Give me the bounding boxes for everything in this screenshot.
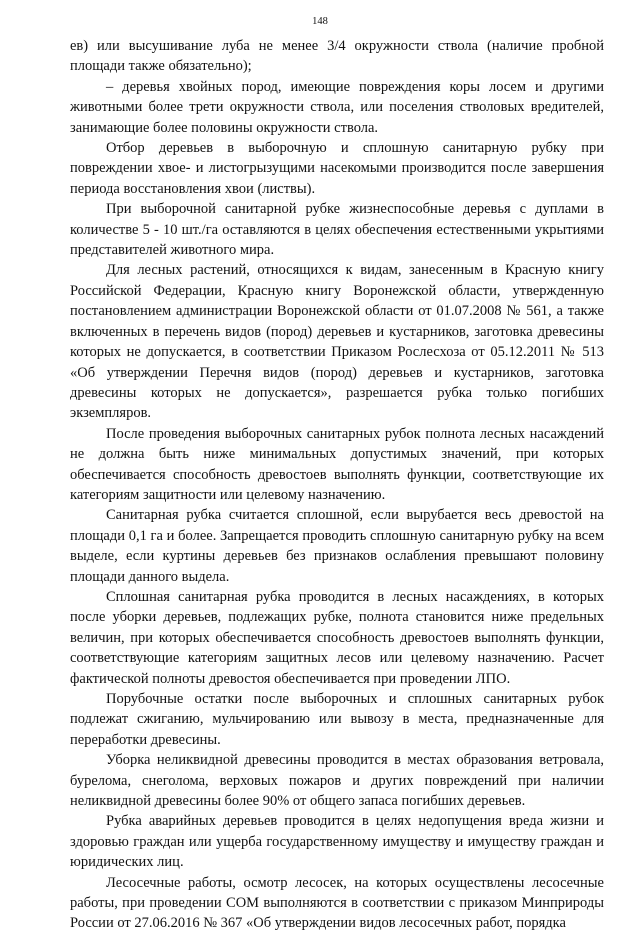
page-number: 148 — [312, 16, 328, 27]
paragraph: Лесосечные работы, осмотр лесосек, на которых осуществлены лесосечные работы, при проведении СОМ выполняются в соответствии с приказом Минприроды России от 27.06.2016 № 367 «Об утверждении видов лесосечных работ, порядка — [70, 874, 604, 932]
paragraph: Уборка неликвидной древесины проводится в местах образования ветровала, бурелома, снеголома, верховых пожаров и других повреждений при наличии неликвидной древесины более 90% от общего запаса погибших деревьев. — [70, 752, 604, 810]
paragraph: Порубочные остатки после выборочных и сплошных санитарных рубок подлежат сжиганию, мульчированию или вывозу в места, предназначенные для переработки древесины. — [70, 691, 604, 748]
paragraph: Отбор деревьев в выборочную и сплошную санитарную рубку при повреждении хвое- и листогрызущими насекомыми производится после завершения периода восстановления хвои (листвы). — [70, 140, 604, 197]
paragraph: После проведения выборочных санитарных рубок полнота лесных насаждений не должна быть ниже минимальных допустимых значений, при которых обеспечивается способность древостоев выполнять функции, соответствующие их категориям защитности или целевому назначению. — [70, 425, 604, 503]
paragraph: ев) или высушивание луба не менее 3/4 окружности ствола (наличие пробной площади также обязательно); — [70, 38, 604, 75]
paragraph: Рубка аварийных деревьев проводится в целях недопущения вреда жизни и здоровью граждан или ущерба государственному имуществу и имуществу граждан и юридических лиц. — [70, 813, 604, 871]
document-body — [70, 36, 604, 934]
paragraph: Для лесных растений, относящихся к видам, занесенным в Красную книгу Российской Федерации, Красную книгу Воронежской области, утвержденную постановлением администрации Воронежской области от 01.07.2008 № 561, а также включенных в перечень видов (пород) деревьев и кустарников, заготовка древесины которых не допускается, в соответствии Приказом Рослесхоза от 05.12.2011 № 513 «Об утверждении Перечня видов (пород) деревьев и кустарников, заготовка древесины которых не допускается», разрешается рубка только погибших экземпляров. — [70, 262, 604, 422]
paragraph: При выборочной санитарной рубке жизнеспособные деревья с дуплами в количестве 5 - 10 шт./га оставляются в целях обеспечения естественными укрытиями представителей животного мира. — [70, 201, 604, 259]
paragraph: – деревья хвойных пород, имеющие повреждения коры лосем и другими животными более трети окружности ствола, или поселения стволовых вредителей, занимающие более половины окружности ствола. — [70, 78, 604, 136]
paragraph: Сплошная санитарная рубка проводится в лесных насаждениях, в которых после уборки деревьев, подлежащих рубке, полнота становится ниже предельных величин, при которых обеспечивается способность древостоев выполнять функции, соответствующие категориям защитных лесов или целевому назначению. Расчет фактической полноты древостоя обеспечивается при проведении ЛПО. — [70, 588, 604, 687]
paragraph: Санитарная рубка считается сплошной, если вырубается весь древостой на площади 0,1 га и более. Запрещается проводить сплошную санитарную рубку на всем выделе, если куртины деревьев без признаков ослабления превышают половину площади данного выдела. — [70, 507, 604, 585]
